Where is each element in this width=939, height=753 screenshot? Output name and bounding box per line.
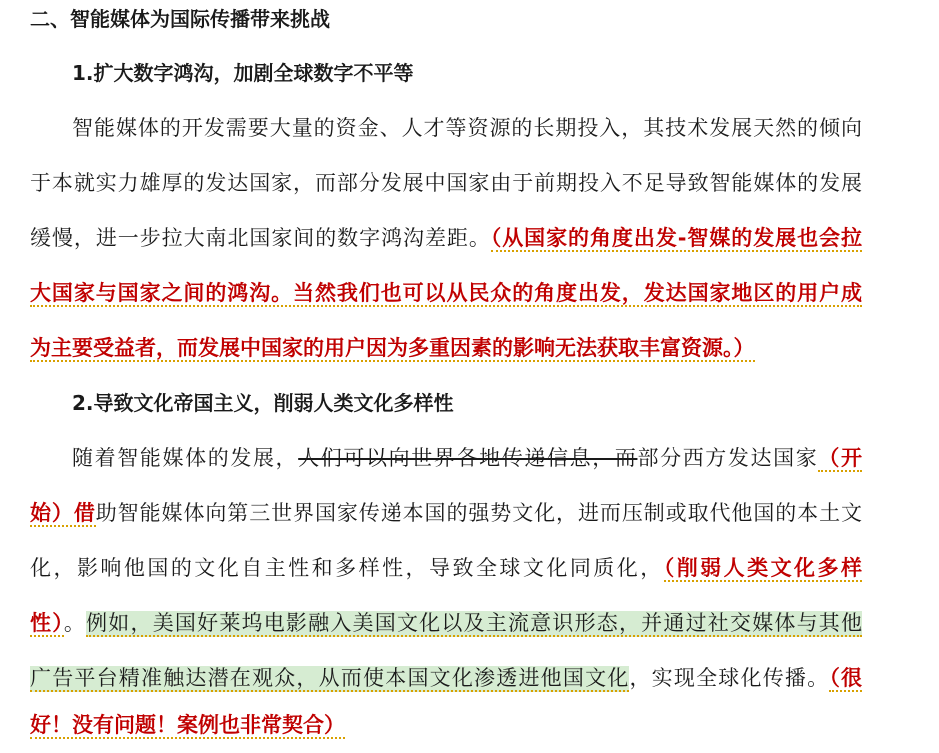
paragraph-2-line-4 xyxy=(30,608,862,638)
body-text: 智能媒体的开发需要大量的资金、人才等资源的长期投入，其技术发展天然的倾向 xyxy=(72,116,862,140)
review-comment: 性） xyxy=(30,611,64,635)
body-text: 随着智能媒体的发展， xyxy=(72,446,299,470)
paragraph-1-line-1 xyxy=(72,113,862,143)
review-comment: 好！没有问题！案例也非常契合） xyxy=(30,713,345,737)
body-text: 部分西方发达国家 xyxy=(637,446,819,470)
review-comment: （很 xyxy=(829,666,863,690)
paragraph-1-line-3 xyxy=(30,223,862,253)
paragraph-2-line-3 xyxy=(30,553,862,583)
paragraph-2-line-5 xyxy=(30,663,862,693)
review-comment: （从国家的角度出发-智媒的发展也会拉 xyxy=(490,226,863,250)
review-comment: （削弱人类文化多样 xyxy=(663,556,863,580)
paragraph-2-line-6 xyxy=(30,710,862,740)
body-text: 化，影响他国的文化自主性和多样性，导致全球文化同质化， xyxy=(30,556,664,580)
paragraph-1-line-4 xyxy=(30,278,862,308)
paragraph-2-line-1 xyxy=(72,443,862,473)
body-text: ，实现全球化传播。 xyxy=(629,666,830,690)
paragraph-1-line-5 xyxy=(30,333,862,363)
review-comment: 始）借 xyxy=(30,501,96,525)
review-comment: 大国家与国家之间的鸿沟。当然我们也可以从民众的角度出发，发达国家地区的用户成 xyxy=(30,281,862,305)
review-comment: （开 xyxy=(818,446,863,470)
paragraph-2-line-2 xyxy=(30,498,862,528)
subheading-1: 1.扩大数字鸿沟，加剧全球数字不平等 xyxy=(72,61,414,85)
highlighted-text: 广告平台精准触达潜在观众，从而使本国文化渗透进他国文化 xyxy=(30,666,630,690)
body-text: 。 xyxy=(63,611,87,635)
body-text: 于本就实力雄厚的发达国家，而部分发展中国家由于前期投入不足导致智能媒体的发展 xyxy=(30,171,862,195)
review-comment: 为主要受益者，而发展中国家的用户因为多重因素的影响无法获取丰富资源。） xyxy=(30,336,755,360)
section-heading: 二、智能媒体为国际传播带来挑战 xyxy=(30,7,330,31)
highlighted-text: 例如，美国好莱坞电影融入美国文化以及主流意识形态，并通过社交媒体与其他 xyxy=(86,611,862,635)
body-text: 助智能媒体向第三世界国家传递本国的强势文化，进而压制或取代他国的本土文 xyxy=(95,501,863,525)
subheading-2: 2.导致文化帝国主义，削弱人类文化多样性 xyxy=(72,391,454,415)
deleted-text: 人们可以向世界各地传递信息，而 xyxy=(298,446,638,470)
paragraph-1-line-2 xyxy=(30,168,862,198)
body-text: 缓慢，进一步拉大南北国家间的数字鸿沟差距。 xyxy=(30,226,491,250)
